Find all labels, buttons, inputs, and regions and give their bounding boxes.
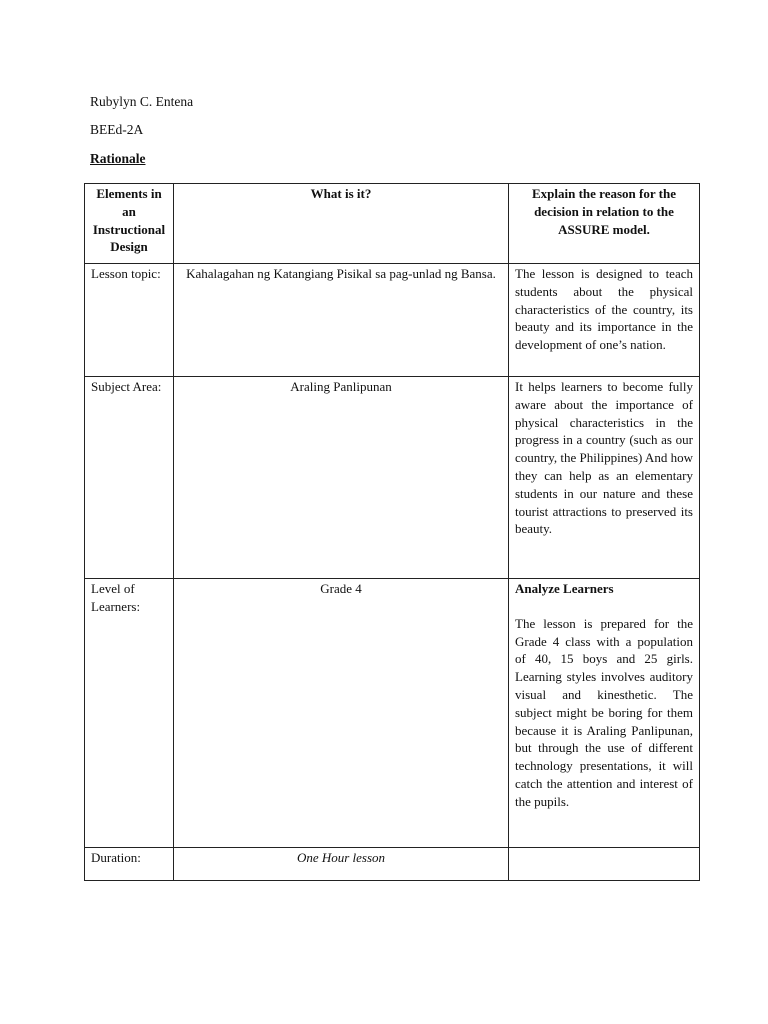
row-reason-cell: The lesson is designed to teach students about the physical characteristics of the country, its beauty and its importance in the development of one’s nation.: [509, 264, 700, 377]
column-header-reason: Explain the reason for the decision in relation to the ASSURE model.: [509, 184, 700, 264]
row-element-label: Duration:: [85, 848, 174, 881]
row-element-label: Subject Area:: [85, 377, 174, 579]
reason-text: The lesson is prepared for the Grade 4 class with a population of 40, 15 boys and 25 girls. Learning styles involves auditory visual and kinesthetic. The subject might be boring for them because it is Araling Panlipunan, but through the use of different technology presentations, it will catch the attention and interest of the pupils.: [515, 615, 693, 809]
table-header-row: [85, 184, 700, 264]
row-reason-cell: [509, 579, 700, 848]
table-row: [85, 264, 700, 377]
table-row: [85, 848, 700, 881]
row-what-cell: Araling Panlipunan: [174, 377, 509, 579]
author-name: Rubylyn C. Entena: [90, 94, 194, 109]
table-row: [85, 377, 700, 579]
row-element-label: Level of Learners:: [85, 579, 174, 848]
reason-subheading: Analyze Learners: [515, 581, 614, 596]
row-reason-cell: It helps learners to become fully aware about the importance of physical characteristics in the progress in a country (such as our country, the Philippines) And how they can help as an elementary students in our nature and these tourist attractions to preserved its beauty.: [509, 377, 700, 579]
rationale-table: [84, 183, 700, 881]
column-header-elements: Elements in an Instructional Design: [85, 184, 174, 264]
row-element-label: Lesson topic:: [85, 264, 174, 377]
row-what-cell: Kahalagahan ng Katangiang Pisikal sa pag-unlad ng Bansa.: [174, 264, 509, 377]
page-title: Rationale: [90, 151, 146, 166]
row-reason-cell: [509, 848, 700, 881]
row-what-cell: One Hour lesson: [174, 848, 509, 881]
row-what-cell: Grade 4: [174, 579, 509, 848]
column-header-what: What is it?: [174, 184, 509, 264]
table-row: [85, 579, 700, 848]
class-section: BEEd-2A: [90, 122, 144, 137]
